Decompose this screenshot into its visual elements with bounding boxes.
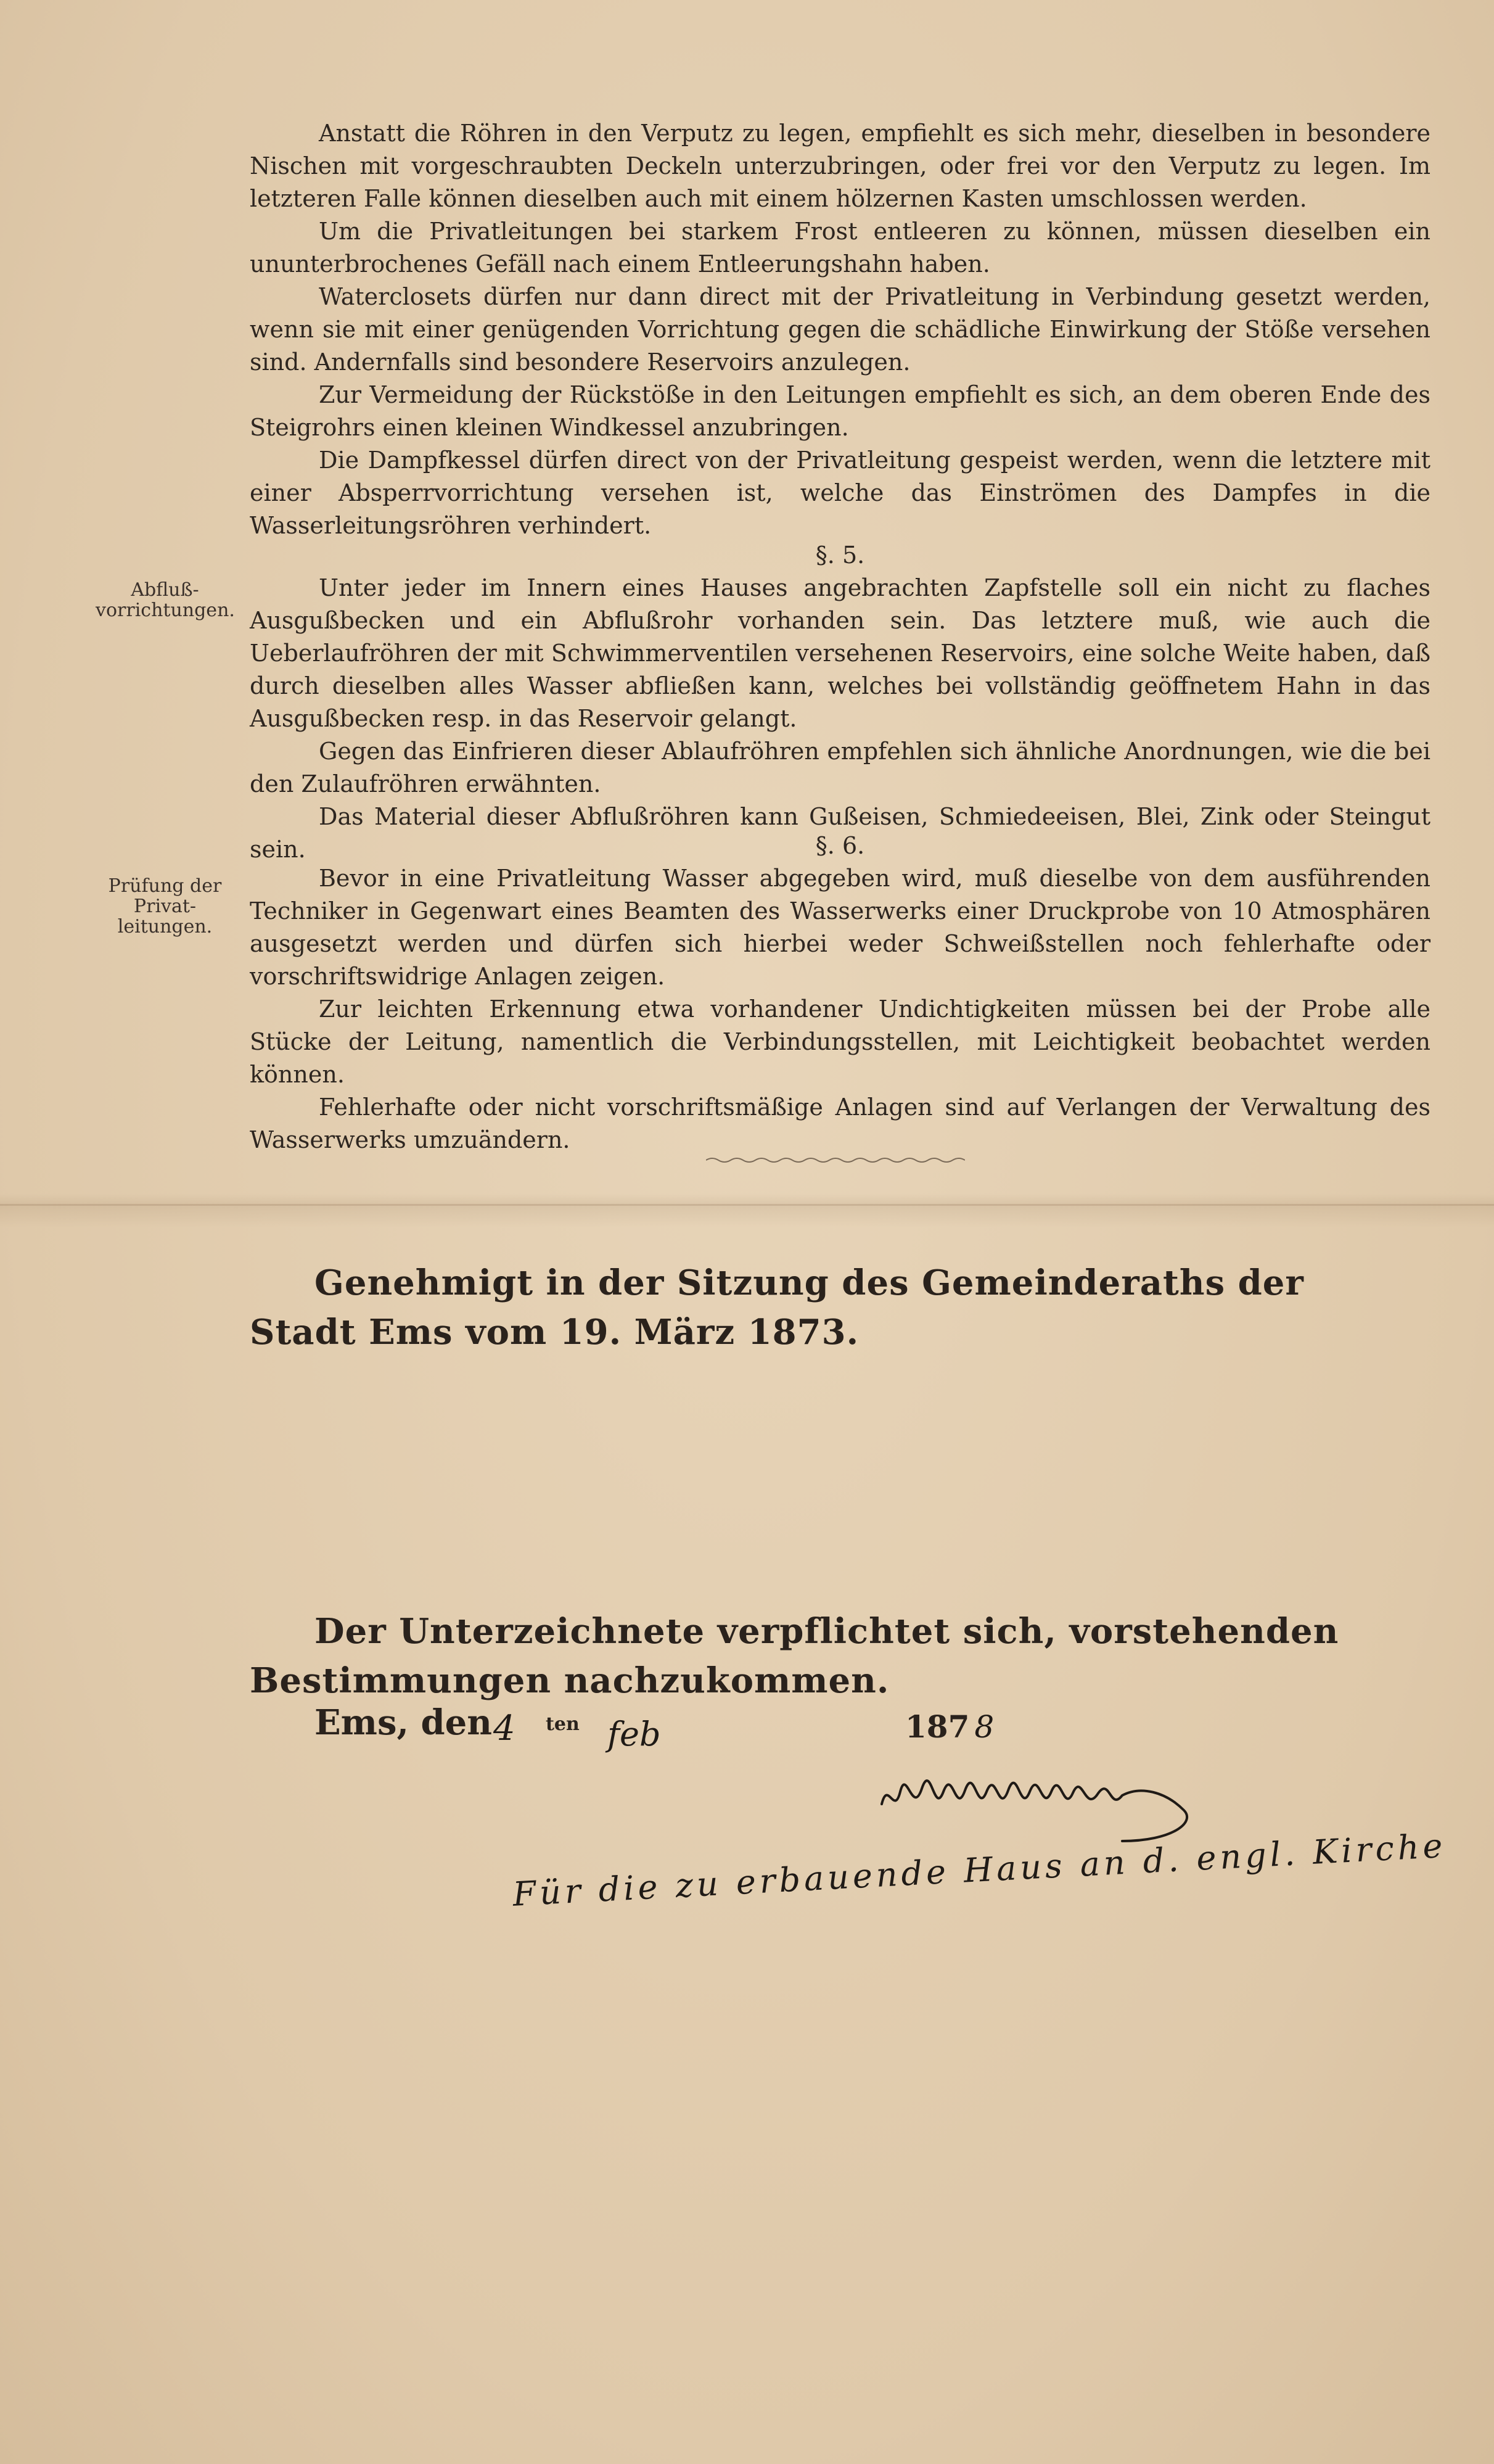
paragraph: Anstatt die Röhren in den Verputz zu legen, empfiehlt es sich mehr, dieselben in besondere Nischen mit vorgeschraubten Deckeln unterzubringen, oder frei vor den Verputz zu legen. Im letzteren Falle können dieselben auch mit einem hölzernen Kasten umschlossen werden. [250, 120, 1430, 212]
dateline-year [905, 1708, 994, 1745]
dateline-place: Ems, den [314, 1702, 492, 1743]
section-6 [250, 830, 1430, 1156]
margin-note-section-6: Prüfung der Privat-leitungen. [108, 875, 222, 937]
paragraph: Fehlerhafte oder nicht vorschriftsmäßige Anlagen sind auf Verlangen der Verwaltung des Wasserwerks umzuändern. [250, 1094, 1430, 1153]
approval-text: Genehmigt in der Sitzung des Gemeinderaths der Stadt Ems vom 19. März 1873. [250, 1263, 1304, 1353]
fold-line [0, 1204, 1494, 1206]
dateline-month: feb [607, 1715, 661, 1753]
handwritten-note: Für die zu erbauende Haus an d. engl. Kirche [512, 1826, 1447, 1914]
section-5 [250, 539, 1430, 866]
signature [876, 1755, 1221, 1853]
undertaking-text: Der Unterzeichnete verpflichtet sich, vorstehenden Bestimmungen nachzukommen. [250, 1611, 1339, 1701]
dateline-day-suffix: ten [546, 1713, 580, 1735]
year-handwritten: 8 [974, 1709, 995, 1745]
paragraph: Zur Vermeidung der Rückstöße in den Leitungen empfiehlt es sich, an dem oberen Ende des Steigrohrs einen kleinen Windkessel anzubringen. [250, 381, 1430, 441]
paragraph: Die Dampfkessel dürfen direct von der Privatleitung gespeist werden, wenn die letztere mit einer Absperrvorrichtung versehen ist, welche das Einströmen des Dampfes in die Wasserleitungsröhren verhindert. [250, 447, 1430, 539]
margin-note-section-5: Abfluß-vorrichtungen. [96, 579, 235, 621]
undertaking-statement [250, 1607, 1421, 1705]
paragraph: Zur leichten Erkennung etwa vorhandener Undichtigkeiten müssen bei der Probe alle Stücke der Leitung, namentlich die Verbindungsstellen, mit Leichtigkeit beobachtet werden können. [250, 995, 1430, 1088]
year-printed: 187 [905, 1708, 970, 1745]
dateline-day: 4 [493, 1708, 515, 1749]
paragraph: Unter jeder im Innern eines Hauses angebrachten Zapfstelle soll ein nicht zu flaches Ausgußbecken und ein Abflußrohr vorhanden sein. Das letztere muß, wie auch die Ueberlaufröhren der mit Schwimmerventilen versehenen Reservoirs, eine solche Weite haben, daß durch dieselben alles Wasser abfließen kann, welches bei vollständig geöffnetem Hahn in das Ausgußbecken resp. in das Reservoir gelangt. [250, 574, 1430, 732]
paragraph: Waterclosets dürfen nur dann direct mit der Privatleitung in Verbindung gesetzt werden, wenn sie mit einer genügenden Vorrichtung gegen die schädliche Einwirkung der Stöße versehen sind. Andernfalls sind besondere Reservoirs anzulegen. [250, 283, 1430, 376]
paragraph: Um die Privatleitungen bei starkem Frost entleeren zu können, müssen dieselben ein ununterbrochenes Gefäll nach einem Entleerungshahn haben. [250, 218, 1430, 278]
paragraph: Gegen das Einfrieren dieser Ablaufröhren empfehlen sich ähnliche Anordnungen, wie die bei den Zulaufröhren erwähnten. [250, 738, 1430, 797]
top-paragraphs [250, 117, 1430, 542]
approval-statement [250, 1258, 1421, 1357]
paragraph: Bevor in eine Privatleitung Wasser abgegeben wird, muß dieselbe von dem ausführenden Techniker in Gegenwart eines Beamten des Wasserwerks einer Druckprobe von 10 Atmosphären ausgesetzt werden und dürfen sich hierbei weder Schweißstellen noch fehlerhafte oder vorschriftswidrige Anlagen zeigen. [250, 865, 1430, 990]
paragraph: Das Material dieser Abflußröhren kann Gußeisen, Schmiedeeisen, Blei, Zink oder Steingut sein. [250, 803, 1430, 863]
section-heading: §. 6. [815, 832, 865, 859]
section-heading: §. 5. [815, 542, 865, 569]
ornamental-divider [706, 1155, 965, 1165]
